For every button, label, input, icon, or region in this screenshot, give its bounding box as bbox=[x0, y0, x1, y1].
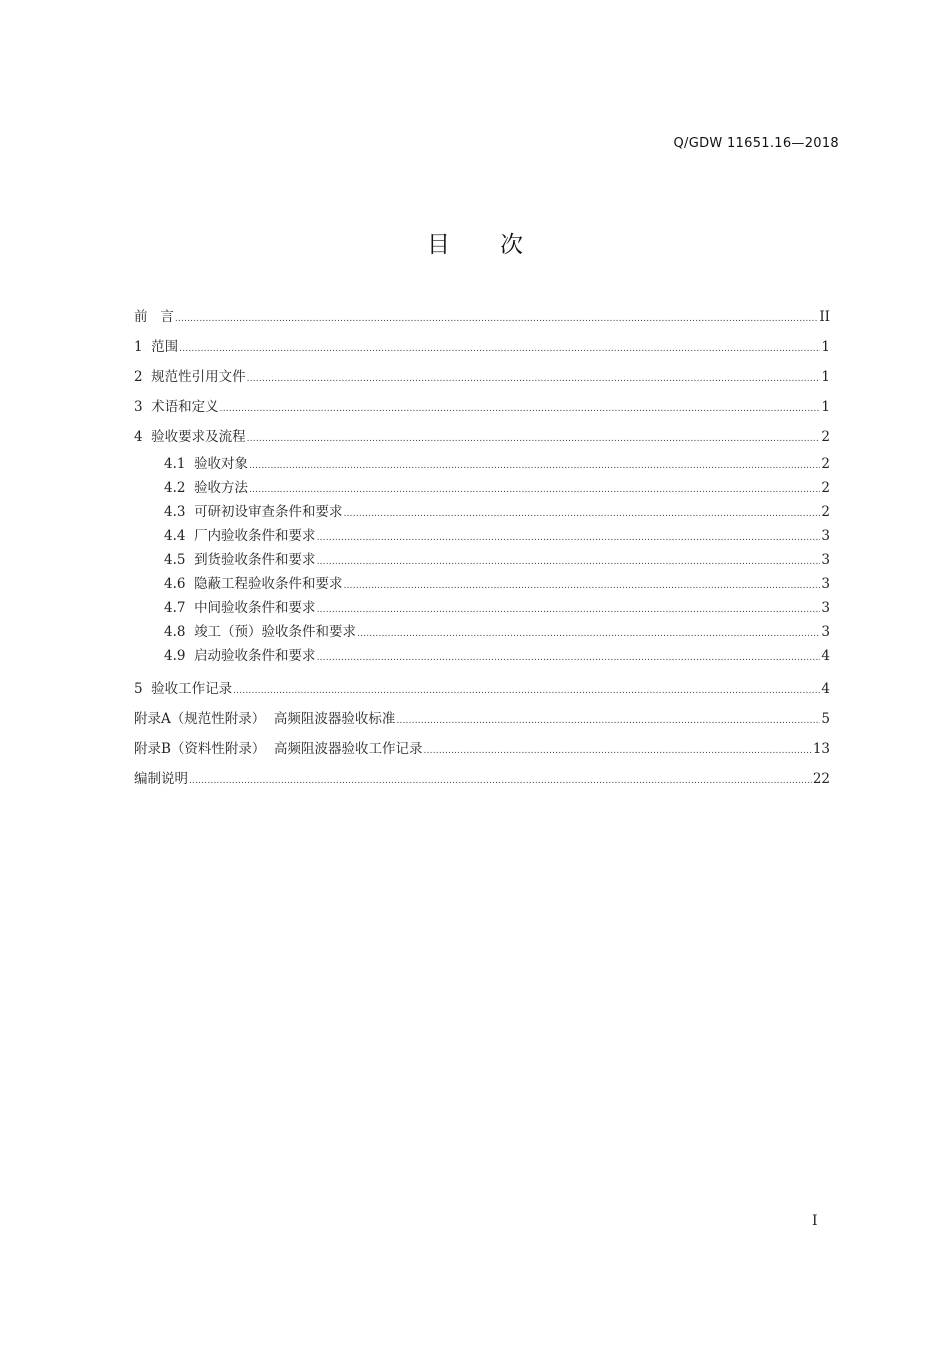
dot-leader bbox=[396, 706, 820, 736]
toc-entry-page: 3 bbox=[821, 552, 830, 568]
toc-entry-label: 术语和定义 bbox=[151, 399, 219, 415]
toc-entry-page: 1 bbox=[821, 399, 830, 415]
toc-entry-page: 2 bbox=[821, 456, 830, 472]
toc-entry-number: 4.7 bbox=[164, 600, 195, 616]
toc-entry-page: 2 bbox=[821, 429, 830, 445]
toc-entry-appendix-a[interactable] bbox=[134, 704, 830, 734]
toc-title-char-2: 次 bbox=[500, 232, 523, 258]
dot-leader bbox=[317, 598, 821, 622]
dot-leader bbox=[344, 502, 821, 526]
dot-leader bbox=[344, 574, 821, 598]
toc-subentry-4-3[interactable] bbox=[134, 500, 830, 524]
toc-subentry-4-2[interactable] bbox=[134, 476, 830, 500]
toc-entry-label: 附录B（资料性附录） 高频阻波器验收工作记录 bbox=[134, 741, 423, 757]
toc-entry-page: 5 bbox=[821, 711, 830, 727]
toc-entry-label: 中间验收条件和要求 bbox=[194, 600, 316, 616]
dot-leader bbox=[247, 364, 821, 394]
toc-entry-page: 3 bbox=[821, 600, 830, 616]
dot-leader bbox=[179, 334, 820, 364]
toc-entry-page: 2 bbox=[821, 480, 830, 496]
toc-entry-number: 4.6 bbox=[164, 576, 195, 592]
toc-subentry-4-7[interactable] bbox=[134, 596, 830, 620]
toc-entry-page: 3 bbox=[821, 624, 830, 640]
toc-entry-page: 2 bbox=[821, 504, 830, 520]
toc-entry-page: II bbox=[819, 309, 830, 325]
toc-entry-number: 4.8 bbox=[164, 624, 195, 640]
toc-entry-scope[interactable] bbox=[134, 332, 830, 362]
dot-leader bbox=[249, 478, 820, 502]
toc-entry-normative-references[interactable] bbox=[134, 362, 830, 392]
document-code: Q/GDW 11651.16—2018 bbox=[673, 136, 839, 151]
toc-entry-label: 附录A（规范性附录） 高频阻波器验收标准 bbox=[134, 711, 396, 727]
toc-title-char-1: 目 bbox=[427, 232, 450, 258]
dot-leader bbox=[220, 394, 821, 424]
toc-entry-page: 3 bbox=[821, 528, 830, 544]
toc-entry-number: 2 bbox=[134, 369, 152, 385]
dot-leader bbox=[424, 736, 812, 766]
toc-entry-number: 4 bbox=[134, 429, 152, 445]
dot-leader bbox=[357, 622, 820, 646]
dot-leader bbox=[175, 304, 818, 334]
toc-entry-label: 验收工作记录 bbox=[151, 681, 233, 697]
dot-leader bbox=[317, 550, 821, 574]
toc-title bbox=[0, 226, 950, 259]
toc-entry-page: 4 bbox=[821, 681, 830, 697]
toc-subentry-4-9[interactable] bbox=[134, 644, 830, 668]
toc-entry-number: 4.3 bbox=[164, 504, 195, 520]
toc-entry-terms[interactable] bbox=[134, 392, 830, 422]
toc-subentry-4-5[interactable] bbox=[134, 548, 830, 572]
dot-leader bbox=[249, 454, 820, 478]
toc-entry-label: 竣工（预）验收条件和要求 bbox=[194, 624, 357, 640]
toc-entry-foreword[interactable] bbox=[134, 302, 830, 332]
toc-entry-page: 22 bbox=[812, 771, 830, 787]
toc-entry-label: 厂内验收条件和要求 bbox=[194, 528, 316, 544]
toc-entry-number: 5 bbox=[134, 681, 152, 697]
toc-entry-page: 1 bbox=[821, 339, 830, 355]
toc-subentry-4-6[interactable] bbox=[134, 572, 830, 596]
toc-entry-number: 3 bbox=[134, 399, 152, 415]
toc-entry-number: 4.5 bbox=[164, 552, 195, 568]
toc-entry-label: 到货验收条件和要求 bbox=[194, 552, 316, 568]
toc-subentry-4-4[interactable] bbox=[134, 524, 830, 548]
toc-entry-number: 4.1 bbox=[164, 456, 195, 472]
toc-entry-label: 范围 bbox=[151, 339, 179, 355]
dot-leader bbox=[317, 646, 821, 670]
toc-entry-label: 验收要求及流程 bbox=[151, 429, 246, 445]
toc-entry-label: 隐蔽工程验收条件和要求 bbox=[194, 576, 343, 592]
toc-entry-work-record[interactable] bbox=[134, 674, 830, 704]
toc-entry-label: 验收方法 bbox=[194, 480, 249, 496]
toc-entry-appendix-b[interactable] bbox=[134, 734, 830, 764]
toc-entry-page: 3 bbox=[821, 576, 830, 592]
toc-entry-label: 规范性引用文件 bbox=[151, 369, 246, 385]
toc-entry-page: 1 bbox=[821, 369, 830, 385]
page-number: I bbox=[812, 1213, 818, 1229]
toc-entry-page: 4 bbox=[821, 648, 830, 664]
toc-entry-number: 4.2 bbox=[164, 480, 195, 496]
toc-entry-number: 前 bbox=[134, 309, 161, 325]
toc-entry-number: 4.4 bbox=[164, 528, 195, 544]
toc-entry-number: 4.9 bbox=[164, 648, 195, 664]
toc-subentry-4-8[interactable] bbox=[134, 620, 830, 644]
dot-leader bbox=[317, 526, 821, 550]
toc-subentry-4-1[interactable] bbox=[134, 452, 830, 476]
toc-entry-label: 言 bbox=[160, 309, 174, 325]
dot-leader bbox=[247, 424, 821, 454]
toc-entry-label: 验收对象 bbox=[194, 456, 249, 472]
toc-entry-number: 1 bbox=[134, 339, 152, 355]
table-of-contents bbox=[134, 302, 830, 794]
dot-leader bbox=[189, 766, 812, 796]
toc-entry-label: 启动验收条件和要求 bbox=[194, 648, 316, 664]
toc-entry-compilation-notes[interactable] bbox=[134, 764, 830, 794]
toc-entry-requirements[interactable] bbox=[134, 422, 830, 452]
dot-leader bbox=[233, 676, 820, 706]
toc-entry-page: 13 bbox=[812, 741, 830, 757]
toc-entry-label: 可研初设审查条件和要求 bbox=[194, 504, 343, 520]
toc-entry-label: 编制说明 bbox=[134, 771, 188, 787]
